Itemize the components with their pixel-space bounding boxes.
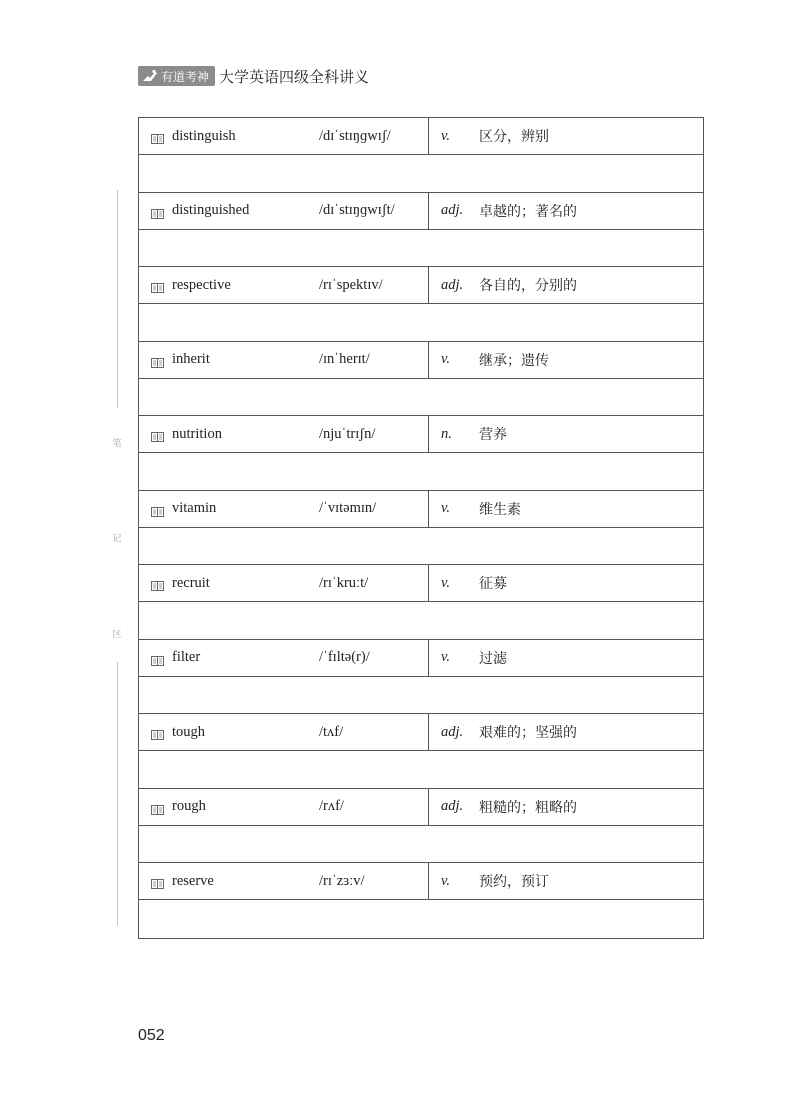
- part-of-speech: v.: [441, 649, 450, 666]
- note-blank-row: [139, 900, 703, 937]
- definition-cell: [428, 565, 507, 601]
- vocab-meaning: 区分，辨别: [479, 129, 549, 146]
- vocab-meaning: 艰难的；坚强的: [479, 725, 577, 742]
- vocab-phonetic: /ɪnˈherɪt/: [319, 351, 370, 368]
- note-blank-row: [139, 453, 703, 490]
- notes-margin-line-bottom: [117, 662, 118, 926]
- book-icon: [151, 802, 164, 812]
- book-icon: [151, 280, 164, 290]
- definition-cell: [428, 714, 577, 750]
- vocab-meaning: 过滤: [479, 650, 507, 667]
- vocab-word: rough: [172, 798, 206, 815]
- note-blank-row: [139, 155, 703, 192]
- vocab-phonetic: /ˈvɪtəmɪn/: [319, 500, 377, 517]
- vocab-meaning: 营养: [479, 427, 507, 444]
- part-of-speech: v.: [441, 351, 450, 368]
- book-icon: [151, 504, 164, 514]
- vocab-word: reserve: [172, 872, 214, 889]
- vocab-row: [139, 714, 703, 751]
- side-note-char: 区: [112, 630, 122, 640]
- word-cell: [139, 575, 307, 592]
- vocab-meaning: 各自的，分别的: [479, 278, 577, 295]
- page-header: [138, 66, 369, 86]
- running-figure-icon: [142, 69, 158, 83]
- vocab-row: [139, 267, 703, 304]
- book-icon: [151, 206, 164, 216]
- vocab-phonetic: /rɪˈspektɪv/: [319, 276, 383, 293]
- note-blank-row: [139, 826, 703, 863]
- part-of-speech: adj.: [441, 723, 464, 740]
- note-blank-row: [139, 751, 703, 788]
- brand-badge: [138, 66, 215, 86]
- vocab-row: [139, 565, 703, 602]
- word-cell: [139, 873, 307, 890]
- book-icon: [151, 578, 164, 588]
- book-icon: [151, 429, 164, 439]
- vocab-row: [139, 640, 703, 677]
- book-icon: [151, 876, 164, 886]
- word-cell: [139, 202, 307, 219]
- book-icon: [151, 131, 164, 141]
- vocab-meaning: 维生素: [479, 501, 521, 518]
- vocab-meaning: 粗糙的；粗略的: [479, 799, 577, 816]
- note-blank-row: [139, 230, 703, 267]
- part-of-speech: adj.: [441, 276, 464, 293]
- note-blank-row: [139, 602, 703, 639]
- note-blank-row: [139, 528, 703, 565]
- note-blank-row: [139, 379, 703, 416]
- part-of-speech: v.: [441, 872, 450, 889]
- definition-cell: [428, 193, 577, 229]
- vocab-word: distinguished: [172, 202, 250, 219]
- word-cell: [139, 277, 307, 294]
- vocab-row: [139, 118, 703, 155]
- definition-cell: [428, 863, 549, 899]
- vocab-phonetic: /rɪˈzɜːv/: [319, 872, 365, 889]
- page-number: 052: [138, 1027, 165, 1044]
- vocab-word: respective: [172, 276, 231, 293]
- vocabulary-table: [138, 117, 704, 939]
- book-icon: [151, 727, 164, 737]
- book-icon: [151, 355, 164, 365]
- definition-cell: [428, 491, 521, 527]
- part-of-speech: adj.: [441, 202, 464, 219]
- vocab-phonetic: /njuˈtrɪʃn/: [319, 425, 376, 442]
- note-blank-row: [139, 304, 703, 341]
- vocab-row: [139, 863, 703, 900]
- vocab-meaning: 征募: [479, 576, 507, 593]
- vocab-phonetic: /tʌf/: [319, 723, 344, 740]
- part-of-speech: v.: [441, 127, 450, 144]
- word-cell: [139, 351, 307, 368]
- definition-cell: [428, 416, 507, 452]
- vocab-phonetic: /dɪˈstɪŋɡwɪʃt/: [319, 202, 395, 219]
- definition-cell: [428, 342, 549, 378]
- vocab-phonetic: /dɪˈstɪŋɡwɪʃ/: [319, 127, 391, 144]
- vocab-phonetic: /ˈfɪltə(r)/: [319, 649, 370, 666]
- vocab-row: [139, 491, 703, 528]
- vocab-word: nutrition: [172, 425, 222, 442]
- vocab-word: vitamin: [172, 500, 217, 517]
- vocab-word: filter: [172, 649, 201, 666]
- vocab-word: recruit: [172, 574, 210, 591]
- part-of-speech: v.: [441, 500, 450, 517]
- book-icon: [151, 653, 164, 663]
- vocab-row: [139, 789, 703, 826]
- word-cell: [139, 128, 307, 145]
- vocab-meaning: 预约，预订: [479, 874, 549, 891]
- word-cell: [139, 500, 307, 517]
- note-blank-row: [139, 677, 703, 714]
- definition-cell: [428, 640, 507, 676]
- definition-cell: [428, 118, 549, 154]
- vocab-word: tough: [172, 723, 206, 740]
- vocab-row: [139, 416, 703, 453]
- vocab-word: distinguish: [172, 127, 236, 144]
- vocab-row: [139, 193, 703, 230]
- vocab-phonetic: /rɪˈkruːt/: [319, 574, 369, 591]
- book-title: 大学英语四级全科讲义: [219, 67, 370, 86]
- word-cell: [139, 426, 307, 443]
- vocab-phonetic: /rʌf/: [319, 798, 344, 815]
- part-of-speech: v.: [441, 574, 450, 591]
- part-of-speech: adj.: [441, 798, 464, 815]
- part-of-speech: n.: [441, 425, 452, 442]
- brand-name: 有道考神: [161, 69, 210, 84]
- vocab-row: [139, 342, 703, 379]
- side-note-char: 记: [112, 534, 122, 544]
- vocab-meaning: 继承；遗传: [479, 352, 549, 369]
- word-cell: [139, 798, 307, 815]
- word-cell: [139, 649, 307, 666]
- notes-margin-line-top: [117, 190, 118, 408]
- vocab-meaning: 卓越的；著名的: [479, 203, 577, 220]
- word-cell: [139, 724, 307, 741]
- side-note-char: 笔: [112, 439, 122, 449]
- definition-cell: [428, 789, 577, 825]
- definition-cell: [428, 267, 577, 303]
- vocab-word: inherit: [172, 351, 210, 368]
